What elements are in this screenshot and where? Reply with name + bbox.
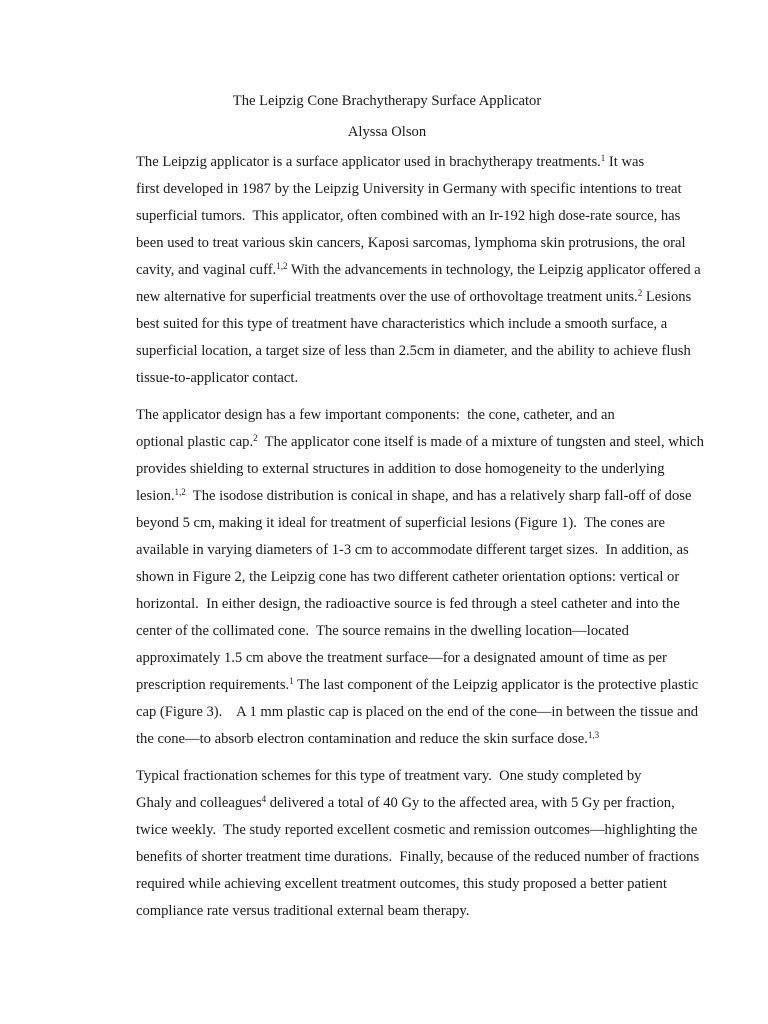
paragraph xyxy=(91,402,704,753)
text-segment: The Leipzig applicator is a surface applicator used in brachytherapy treatments. xyxy=(136,154,601,170)
text-segment: required while achieving excellent treatment outcomes, this study proposed a better patient xyxy=(136,876,667,892)
text-line xyxy=(91,483,692,510)
text-segment: With the advancements in technology, the Leipzig applicator offered a xyxy=(287,262,701,278)
text-line xyxy=(91,618,683,645)
citation-superscript: 1,3 xyxy=(587,730,600,740)
text-segment: horizontal. In either design, the radioactive source is fed through a steel catheter and into the xyxy=(136,596,680,612)
text-line xyxy=(91,257,701,284)
text-segment: The isodose distribution is conical in shape, and has a relatively sharp fall-off of dose xyxy=(185,488,692,504)
text-segment: provides shielding to external structures in addition to dose homogeneity to the underlying xyxy=(136,461,665,477)
text-segment: delivered a total of 40 Gy to the affected area, with 5 Gy per fraction, xyxy=(266,795,675,811)
text-segment: cavity, and vaginal cuff. xyxy=(136,262,277,278)
text-segment: Ghaly and colleagues xyxy=(136,795,262,811)
text-segment: Lesions xyxy=(642,289,692,305)
text-line xyxy=(91,537,689,564)
text-line xyxy=(91,429,704,456)
text-segment: compliance rate versus traditional external beam therapy. xyxy=(136,903,470,919)
text-segment: best suited for this type of treatment have characteristics which include a smooth surface, a xyxy=(136,316,668,332)
text-line xyxy=(91,203,683,230)
text-line xyxy=(91,510,683,537)
citation-superscript: 2 xyxy=(253,433,258,443)
text-line xyxy=(91,645,683,672)
text-segment: approximately 1.5 cm above the treatment surface—for a designated amount of time as per xyxy=(136,650,667,666)
text-segment: benefits of shorter treatment time durations. Finally, because of the reduced number of fractions xyxy=(136,849,700,865)
text-line xyxy=(91,672,699,699)
text-line xyxy=(91,726,683,753)
text-segment: shown in Figure 2, the Leipzig cone has two different catheter orientation options: vertical or xyxy=(136,569,680,585)
text-line xyxy=(91,176,683,203)
document-author: Alyssa Olson xyxy=(347,124,427,140)
text-line xyxy=(91,699,699,726)
citation-superscript: 1,2 xyxy=(174,487,186,497)
text-segment: available in varying diameters of 1-3 cm to accommodate different target sizes. In addition, as xyxy=(136,542,689,558)
citation-superscript: 1 xyxy=(289,676,294,686)
document-body xyxy=(91,149,704,925)
paragraph xyxy=(91,149,701,392)
document-page xyxy=(91,88,704,935)
text-line xyxy=(91,763,683,790)
text-segment: cap (Figure 3). A 1 mm plastic cap is placed on the end of the cone—in between the tissue and xyxy=(136,704,699,720)
citation-superscript: 4 xyxy=(261,794,267,804)
text-line xyxy=(91,456,683,483)
citation-superscript: 2 xyxy=(637,288,643,298)
text-line xyxy=(91,898,683,925)
text-segment: optional plastic cap. xyxy=(136,434,254,450)
text-line xyxy=(91,284,692,311)
text-segment: center of the collimated cone. The source remains in the dwelling location—located xyxy=(136,623,629,639)
text-line xyxy=(91,311,683,338)
text-line xyxy=(91,230,686,257)
citation-superscript: 1 xyxy=(600,153,606,163)
text-segment: tissue-to-applicator contact. xyxy=(136,370,299,386)
text-segment: twice weekly. The study reported excellent cosmetic and remission outcomes—highlighting the xyxy=(136,822,698,838)
paragraph xyxy=(91,763,700,925)
text-line xyxy=(91,402,683,429)
text-segment: lesion. xyxy=(136,488,175,504)
text-segment: The applicator cone itself is made of a mixture of tungsten and steel, which xyxy=(257,434,704,450)
text-segment: superficial tumors. This applicator, often combined with an Ir-192 high dose-rate source, has xyxy=(136,208,681,224)
text-line xyxy=(91,365,683,392)
text-segment: It was xyxy=(605,154,645,170)
text-line xyxy=(91,790,683,817)
text-segment: prescription requirements. xyxy=(136,677,290,693)
text-segment: the cone—to absorb electron contamination and reduce the skin surface dose. xyxy=(136,731,588,747)
text-line xyxy=(91,591,683,618)
text-line xyxy=(91,844,700,871)
text-segment: beyond 5 cm, making it ideal for treatment of superficial lesions (Figure 1). The cones are xyxy=(136,515,665,531)
text-segment: been used to treat various skin cancers, Kaposi sarcomas, lymphoma skin protrusions, the oral xyxy=(136,235,686,251)
text-line xyxy=(91,338,691,365)
text-segment: superficial location, a target size of less than 2.5cm in diameter, and the ability to achieve flush xyxy=(136,343,691,359)
text-segment: first developed in 1987 by the Leipzig University in Germany with specific intentions to treat xyxy=(136,181,682,197)
text-segment: Typical fractionation schemes for this type of treatment vary. One study completed by xyxy=(136,768,642,784)
text-line xyxy=(91,871,683,898)
text-line xyxy=(91,149,683,176)
text-segment: new alternative for superficial treatments over the use of orthovoltage treatment units. xyxy=(136,289,638,305)
text-segment: The last component of the Leipzig applicator is the protective plastic xyxy=(293,677,699,693)
citation-superscript: 1,2 xyxy=(276,261,288,271)
document-title: The Leipzig Cone Brachytherapy Surface Applicator xyxy=(232,93,542,109)
text-line xyxy=(91,817,698,844)
text-line xyxy=(91,564,683,591)
text-segment: The applicator design has a few important components: the cone, catheter, and an xyxy=(136,407,615,423)
